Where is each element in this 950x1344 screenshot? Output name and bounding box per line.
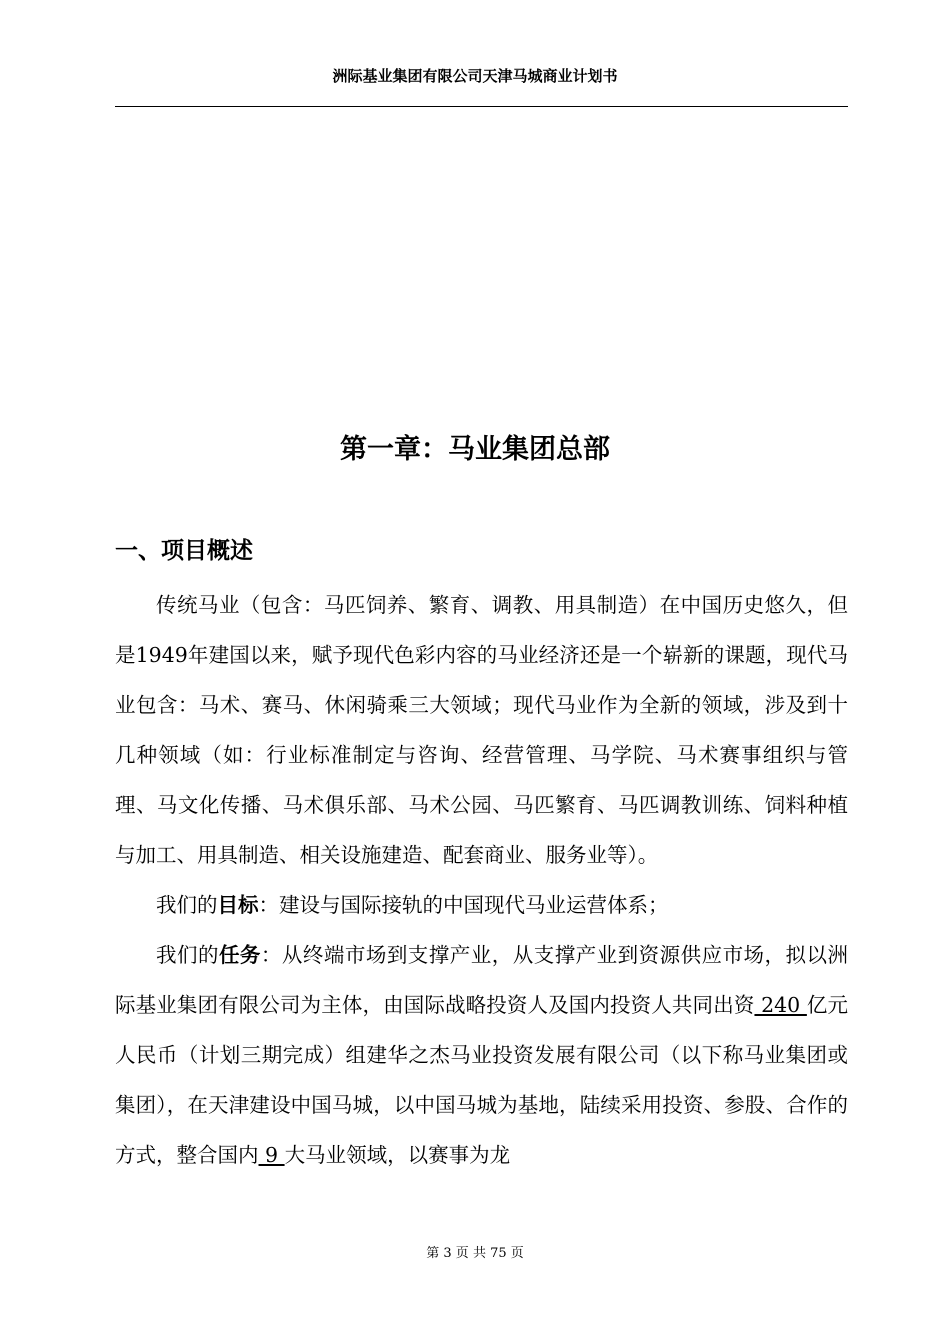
footer-total-label: 共 xyxy=(472,1246,486,1261)
goal-term: 目标 xyxy=(217,893,259,917)
task-text-part2: 亿元人民币（计划三期完成）组建华之杰马业投资发展有限公司（以下称马业集团或集团），在天津建设中国马城，以中国马城为基地，陆续采用投资、参股、合作的方式，整合国内 xyxy=(115,993,849,1167)
investment-amount: 240 xyxy=(754,993,807,1017)
header-divider xyxy=(115,106,848,107)
footer-page-unit: 页 xyxy=(455,1246,469,1261)
task-prefix: 我们的 xyxy=(156,943,219,967)
body-text xyxy=(115,580,848,1180)
footer-page-label: 第 xyxy=(426,1246,440,1261)
domain-count: 9 xyxy=(258,1143,285,1167)
page-footer xyxy=(0,1245,950,1263)
goal-prefix: 我们的 xyxy=(156,893,218,917)
task-term: 任务 xyxy=(218,943,261,967)
footer-page-number: 3 xyxy=(443,1246,452,1261)
task-text-part3: 大马业领域，以赛事为龙 xyxy=(284,1143,511,1167)
chapter-title: 第一章：马业集团总部 xyxy=(340,434,610,465)
paragraph-goal xyxy=(115,880,848,930)
footer-total-unit: 页 xyxy=(510,1246,524,1261)
footer-total-pages: 75 xyxy=(490,1246,507,1261)
section-heading: 一、项目概述 xyxy=(115,538,253,564)
paragraph-overview: 传统马业（包含：马匹饲养、繁育、调教、用具制造）在中国历史悠久，但是1949年建国以来，赋予现代色彩内容的马业经济还是一个崭新的课题，现代马业包含：马术、赛马、休闲骑乘三大领域；现代马业作为全新的领域，涉及到十几种领域（如：行业标准制定与咨询、经营管理、马学院、马术赛事组织与管理、马文化传播、马术俱乐部、马术公园、马匹繁育、马匹调教训练、饲料种植与加工、用具制造、相关设施建造、配套商业、服务业等）。 xyxy=(115,593,848,867)
paragraph-task xyxy=(115,930,848,1180)
running-header-title: 洲际基业集团有限公司天津马城商业计划书 xyxy=(332,67,618,85)
goal-text: ：建设与国际接轨的中国现代马业运营体系； xyxy=(258,893,669,917)
task-text-part1: ：从终端市场到支撑产业，从支撑产业到资源供应市场，拟以洲际基业集团有限公司为主体，由国际战略投资人及国内投资人共同出资 xyxy=(115,943,848,1017)
